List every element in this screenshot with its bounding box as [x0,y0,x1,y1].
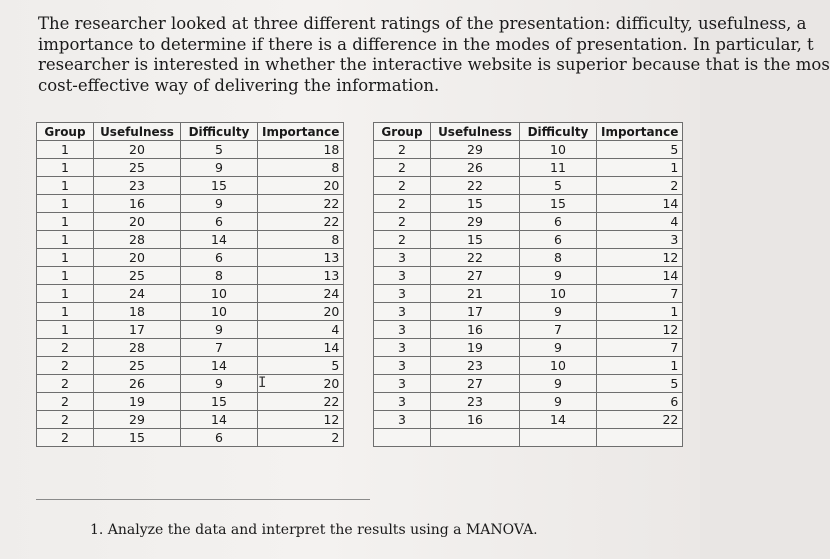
cell-importance: 1 [597,357,683,375]
cell-usefulness: 28 [94,339,181,357]
right-data-table [373,122,683,447]
paragraph-line: importance to determine if there is a difference in the modes of presentation. In particular, t [38,34,814,54]
cell-usefulness: 15 [94,429,181,447]
header-usefulness: Usefulness [431,123,520,141]
cell-difficulty: 6 [520,231,597,249]
cell-importance: 14 [597,195,683,213]
cell-usefulness: 19 [431,339,520,357]
cell-usefulness: 21 [431,285,520,303]
cell-usefulness: 26 [94,375,181,393]
cell-importance: 5 [258,357,344,375]
cell-usefulness: 29 [94,411,181,429]
cell-group: 3 [374,267,431,285]
cell-importance: 12 [258,411,344,429]
cell-group: 3 [374,303,431,321]
cell-group: 1 [37,213,94,231]
table-row [374,375,683,393]
empty-cell [597,429,683,447]
text-cursor-icon: I [258,375,267,391]
header-row [374,123,683,141]
cell-importance: 6 [597,393,683,411]
table-row [374,231,683,249]
header-group: Group [374,123,431,141]
header-difficulty: Difficulty [520,123,597,141]
intro-paragraph [38,14,830,96]
cell-importance: 12 [597,321,683,339]
cell-importance: 13 [258,249,344,267]
table-row [37,321,344,339]
cell-group: 3 [374,339,431,357]
paragraph-line: cost-effective way of delivering the information. [38,75,440,95]
cell-group: 3 [374,357,431,375]
table-row [374,159,683,177]
empty-cell [520,429,597,447]
table-row [37,159,344,177]
cell-difficulty: 6 [181,429,258,447]
cell-importance: 14 [258,339,344,357]
table-row [374,285,683,303]
table-row [37,195,344,213]
cell-usefulness: 23 [431,357,520,375]
cell-difficulty: 7 [520,321,597,339]
cell-importance: 8 [258,231,344,249]
header-row [37,123,344,141]
cell-difficulty: 11 [520,159,597,177]
cell-difficulty: 15 [181,177,258,195]
cell-importance: 22 [258,195,344,213]
cell-group: 1 [37,231,94,249]
cell-group: 2 [37,357,94,375]
table-row [37,177,344,195]
cell-usefulness: 15 [431,195,520,213]
left-data-table [36,122,344,447]
cell-usefulness: 28 [94,231,181,249]
cell-usefulness: 24 [94,285,181,303]
cell-usefulness: 22 [431,177,520,195]
cell-difficulty: 8 [181,267,258,285]
cell-importance: 5 [597,141,683,159]
cell-difficulty: 9 [520,267,597,285]
table-row [374,393,683,411]
header-difficulty: Difficulty [181,123,258,141]
cell-difficulty: 6 [181,249,258,267]
cell-importance: 5 [597,375,683,393]
table-row [374,267,683,285]
table-row [37,357,344,375]
divider [36,499,370,500]
cell-importance: 7 [597,285,683,303]
cell-importance: 1 [597,303,683,321]
cell-importance: 1 [597,159,683,177]
cell-importance: 20 [258,375,344,393]
cell-usefulness: 16 [94,195,181,213]
cell-importance: 20 [258,303,344,321]
cell-group: 2 [374,213,431,231]
cell-group: 1 [37,321,94,339]
cell-usefulness: 16 [431,321,520,339]
cell-difficulty: 14 [181,411,258,429]
cell-importance: 4 [597,213,683,231]
cell-usefulness: 22 [431,249,520,267]
cell-usefulness: 19 [94,393,181,411]
empty-cell [374,429,431,447]
cell-group: 2 [374,159,431,177]
table-row [37,339,344,357]
cell-group: 2 [374,177,431,195]
cell-difficulty: 10 [181,303,258,321]
cell-difficulty: 7 [181,339,258,357]
cell-usefulness: 29 [431,141,520,159]
cell-usefulness: 20 [94,213,181,231]
cell-group: 2 [374,231,431,249]
empty-row [374,429,683,447]
table-row [374,321,683,339]
cell-difficulty: 9 [520,375,597,393]
table-row [37,141,344,159]
table-row [374,195,683,213]
cell-group: 1 [37,285,94,303]
table-row [374,303,683,321]
cell-difficulty: 9 [181,195,258,213]
question-text: 1. Analyze the data and interpret the results using a MANOVA. [90,522,538,538]
cell-difficulty: 9 [181,375,258,393]
cell-difficulty: 9 [181,321,258,339]
cell-importance: 14 [597,267,683,285]
cell-usefulness: 26 [431,159,520,177]
header-importance: Importance [597,123,683,141]
cell-importance: 24 [258,285,344,303]
header-usefulness: Usefulness [94,123,181,141]
cell-difficulty: 8 [520,249,597,267]
cell-importance: 22 [258,393,344,411]
cell-difficulty: 6 [520,213,597,231]
cell-group: 2 [37,375,94,393]
table-row [374,213,683,231]
paragraph-line: The researcher looked at three different ratings of the presentation: difficulty, usefulness, a [38,14,807,33]
cell-importance: 12 [597,249,683,267]
cell-importance: 4 [258,321,344,339]
cell-usefulness: 25 [94,267,181,285]
cell-difficulty: 5 [520,177,597,195]
cell-importance: 13 [258,267,344,285]
cell-usefulness: 17 [431,303,520,321]
cell-group: 1 [37,303,94,321]
cell-group: 1 [37,267,94,285]
cell-group: 2 [37,339,94,357]
cell-difficulty: 10 [520,357,597,375]
cell-usefulness: 17 [94,321,181,339]
cell-importance: 8 [258,159,344,177]
table-row [37,375,344,393]
cell-difficulty: 10 [520,285,597,303]
table-row [37,393,344,411]
cell-importance: 20 [258,177,344,195]
cell-difficulty: 9 [520,303,597,321]
cell-importance: 2 [258,429,344,447]
cell-group: 1 [37,141,94,159]
cell-group: 1 [37,249,94,267]
cell-usefulness: 16 [431,411,520,429]
paragraph-line: researcher is interested in whether the interactive website is superior because that is the mos [38,55,830,74]
cell-difficulty: 14 [520,411,597,429]
cell-usefulness: 25 [94,159,181,177]
cell-importance: 3 [597,231,683,249]
table-row [37,411,344,429]
cell-group: 2 [374,195,431,213]
cell-difficulty: 9 [520,339,597,357]
cell-usefulness: 18 [94,303,181,321]
cell-usefulness: 29 [431,213,520,231]
cell-importance: 22 [597,411,683,429]
header-group: Group [37,123,94,141]
cell-importance: 7 [597,339,683,357]
cell-group: 3 [374,375,431,393]
cell-group: 1 [37,177,94,195]
cell-group: 2 [37,429,94,447]
cell-difficulty: 15 [181,393,258,411]
cell-importance: 18 [258,141,344,159]
table-row [37,267,344,285]
table-row [37,285,344,303]
cell-usefulness: 27 [431,267,520,285]
cell-group: 3 [374,321,431,339]
cell-usefulness: 27 [431,375,520,393]
cell-group: 1 [37,159,94,177]
cell-group: 1 [37,195,94,213]
table-row [374,177,683,195]
cell-difficulty: 5 [181,141,258,159]
cell-difficulty: 15 [520,195,597,213]
cell-usefulness: 15 [431,231,520,249]
cell-group: 2 [37,393,94,411]
table-row [374,339,683,357]
cell-usefulness: 20 [94,141,181,159]
cell-difficulty: 10 [520,141,597,159]
table-row [37,231,344,249]
table-row [374,249,683,267]
cell-usefulness: 25 [94,357,181,375]
cell-importance: 2 [597,177,683,195]
cell-group: 3 [374,249,431,267]
right-table-body [374,141,683,447]
cell-difficulty: 10 [181,285,258,303]
cell-usefulness: 23 [94,177,181,195]
table-row [37,249,344,267]
header-importance: Importance [258,123,344,141]
table-row [374,141,683,159]
cell-group: 3 [374,285,431,303]
table-row [37,429,344,447]
cell-group: 3 [374,411,431,429]
left-table-body [37,141,344,447]
cell-group: 3 [374,393,431,411]
table-row [37,213,344,231]
table-row [374,357,683,375]
cell-difficulty: 6 [181,213,258,231]
cell-difficulty: 9 [520,393,597,411]
cell-group: 2 [374,141,431,159]
empty-cell [431,429,520,447]
cell-difficulty: 14 [181,357,258,375]
cell-usefulness: 20 [94,249,181,267]
cell-difficulty: 14 [181,231,258,249]
cell-group: 2 [37,411,94,429]
cell-importance: 22 [258,213,344,231]
cell-usefulness: 23 [431,393,520,411]
table-row [374,411,683,429]
cell-difficulty: 9 [181,159,258,177]
table-row [37,303,344,321]
